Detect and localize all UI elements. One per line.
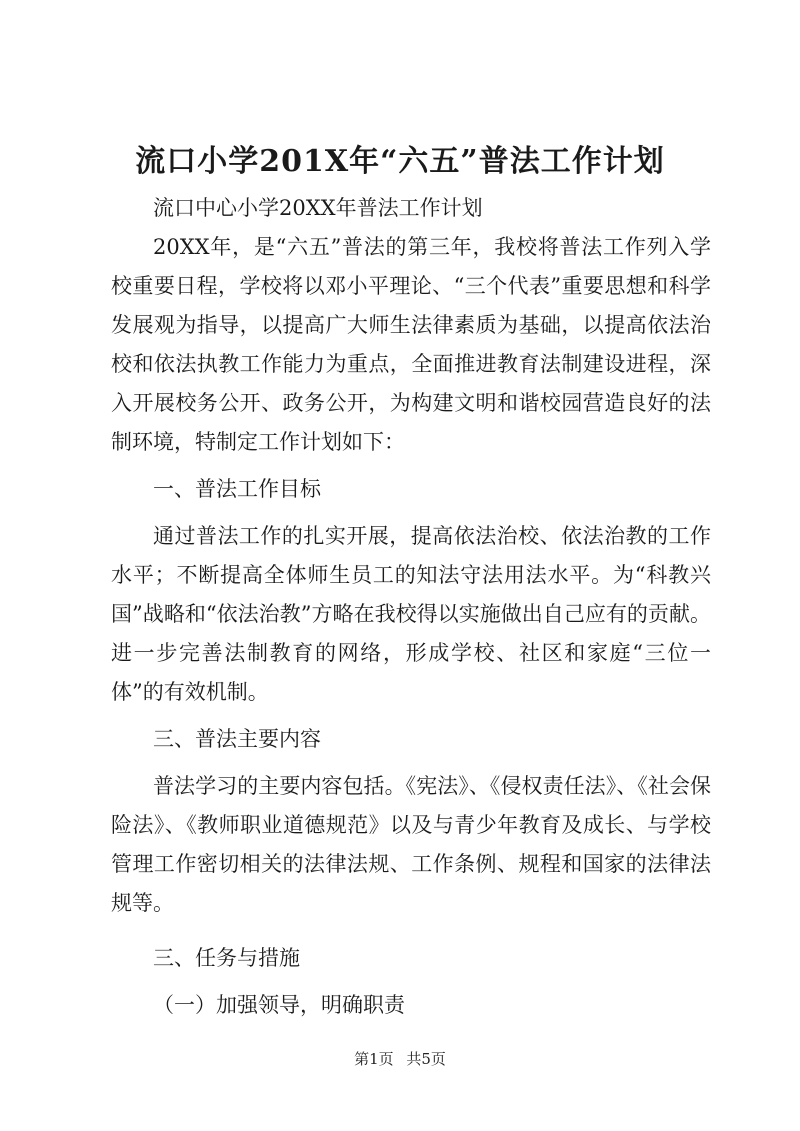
section3-subheading: （一）加强领导，明确职责 xyxy=(153,993,405,1017)
intro-paragraph: 20XX年，是“六五”普法的第三年，我校将普法工作列入学校重要日程，学校将以邓小平理论、“三个代表”重要思想和科学发展观为指导，以提高广大师生法律素质为基础，以提高依法治校和依法执教工作能力为重点，全面推进教育法制建设进程，深入开展校务公开、政务公开，为构建文明和谐校园营造良好的法制环境，特制定工作计划如下： xyxy=(111,235,711,454)
document-subtitle: 流口中心小学20XX年普法工作计划 xyxy=(153,196,483,220)
section3-heading: 三、任务与措施 xyxy=(153,946,300,970)
page-footer xyxy=(0,1049,800,1069)
paragraph-spacer xyxy=(111,931,711,939)
section2-paragraph: 普法学习的主要内容包括。《宪法》、《侵权责任法》、《社会保险法》、《教师职业道德规范》以及与青少年教育及成长、与学校管理工作密切相关的法律法规、工作条例、规程和国家的法律法规等。 xyxy=(111,774,711,915)
document-body xyxy=(111,189,711,1033)
section2-heading: 三、普法主要内容 xyxy=(153,727,321,751)
section1-heading: 一、普法工作目标 xyxy=(153,477,321,501)
page-number: 第1页 xyxy=(354,1050,394,1068)
document-title: 流口小学201X年“六五”普法工作计划 xyxy=(135,144,665,179)
page-total: 共5页 xyxy=(406,1050,446,1068)
section1-paragraph: 通过普法工作的扎实开展，提高依法治校、依法治教的工作水平；不断提高全体师生员工的知法守法用法水平。为“科教兴国”战略和“依法治教”方略在我校得以实施做出自己应有的贡献。进一步完善法制教育的网络，形成学校、社区和家庭“三位一体”的有效机制。 xyxy=(111,524,711,704)
